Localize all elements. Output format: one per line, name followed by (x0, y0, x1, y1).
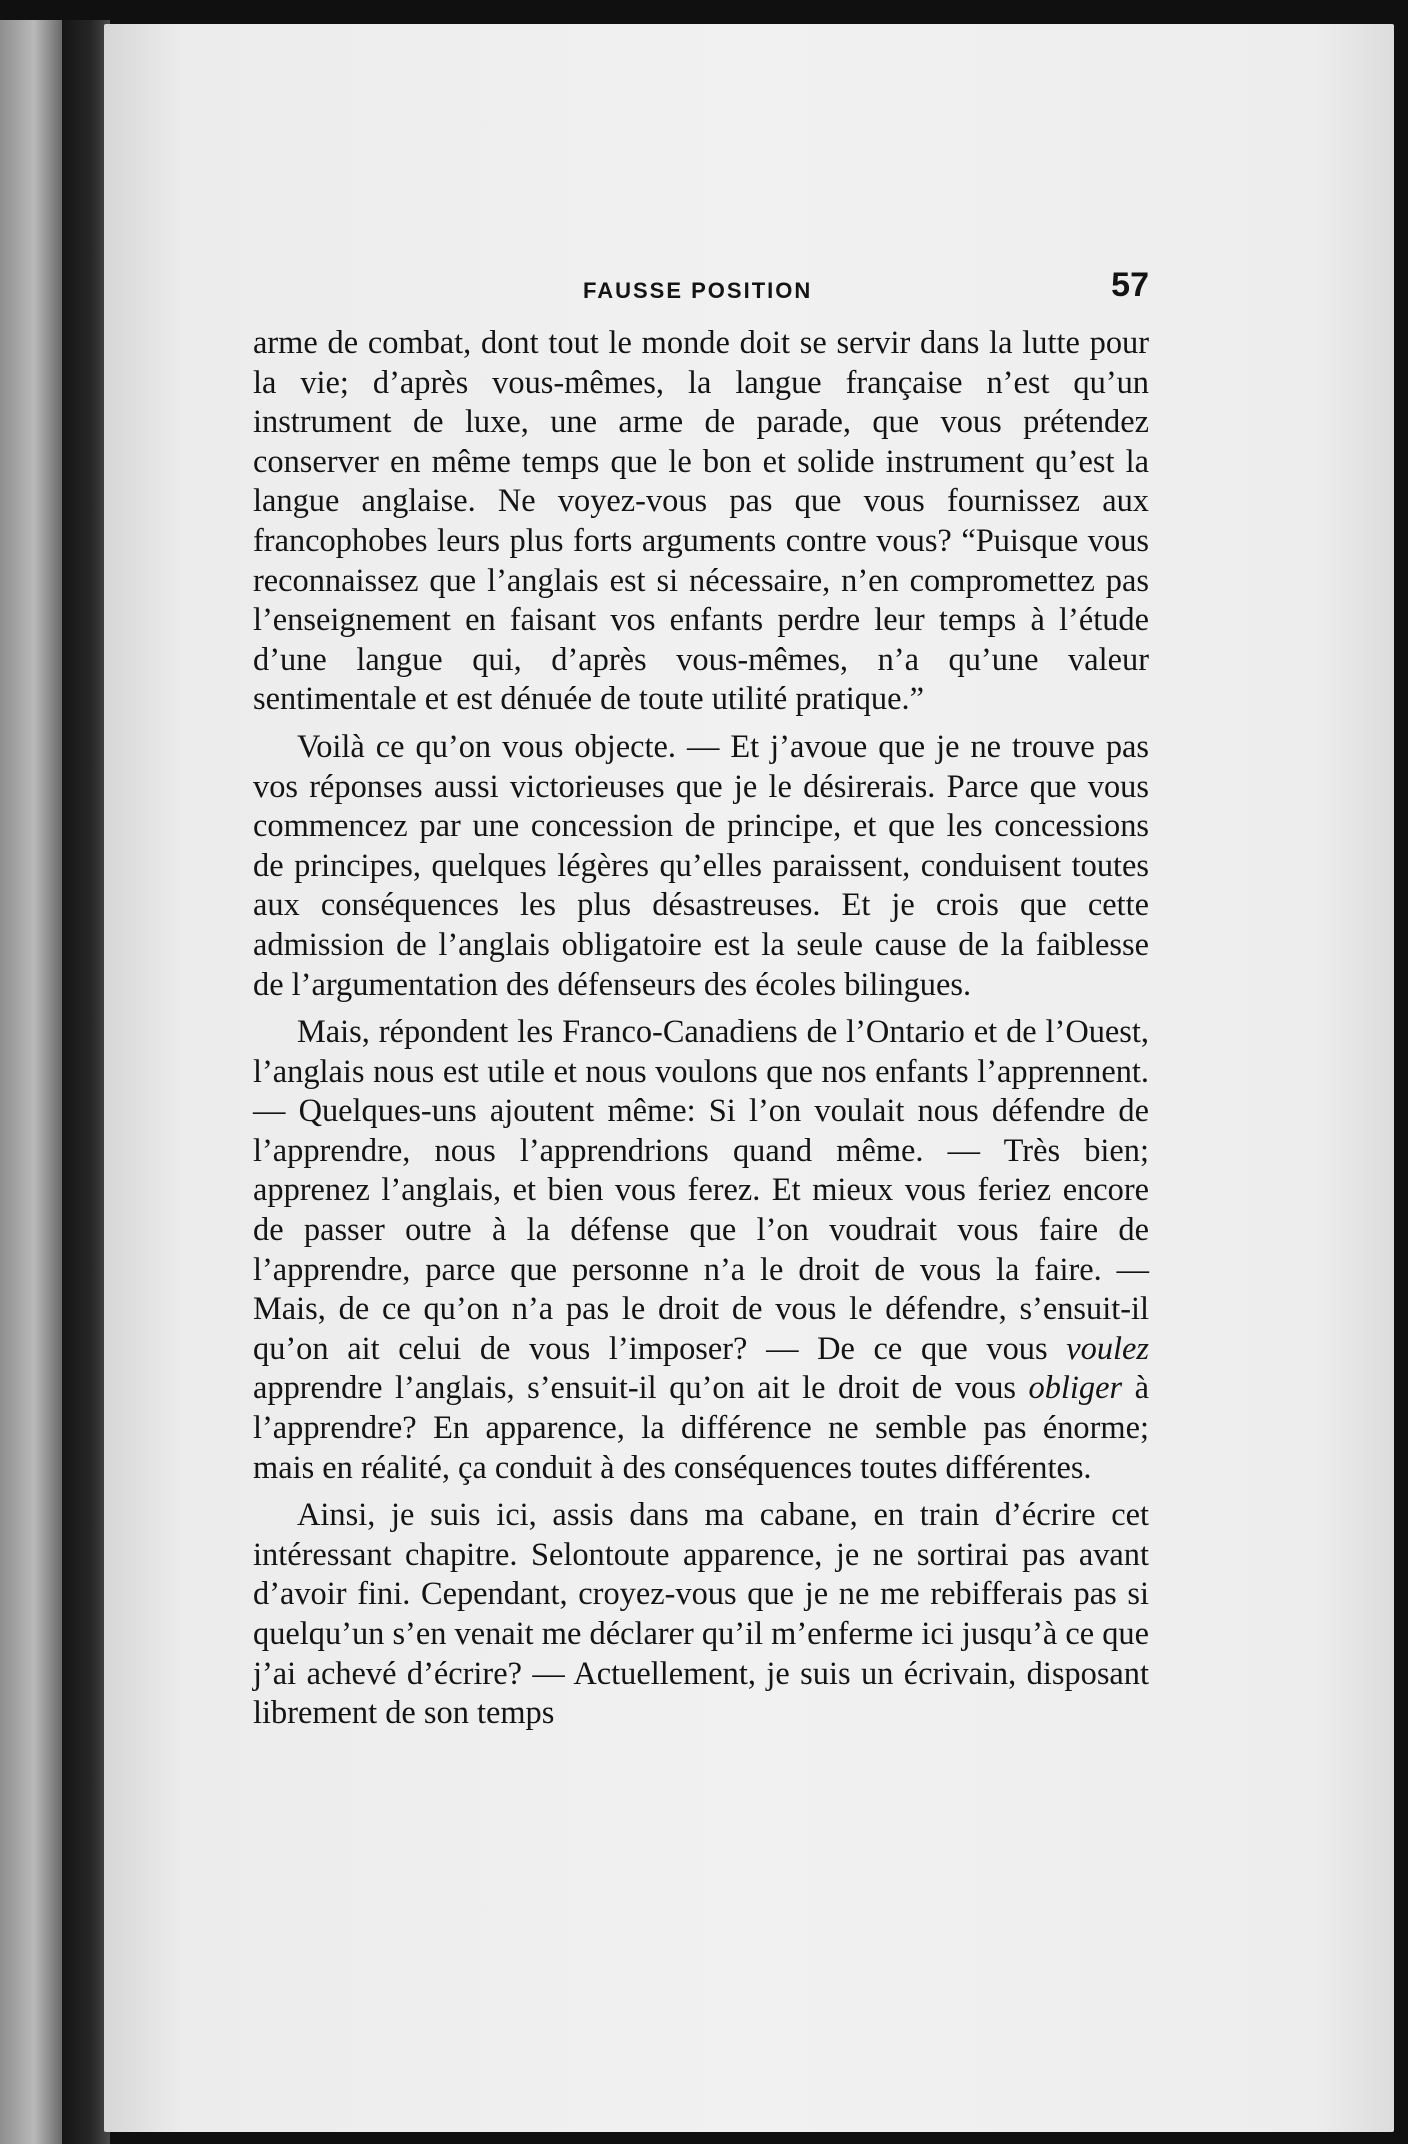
paragraph-text: Ainsi, je suis ici, assis dans ma cabane, en train d’écrire cet intéressant chapitre. Selontoute apparence, je ne sortirai pas avant d’avoir fini. Cependant, croyez-vous que je ne me rebifferais pas si quelqu’un s’en venait me déclarer qu’il m’enferme ici jusqu’à ce que j’ai achevé d’écrire? — Actuellement, je suis un écrivain, disposant librement de son temps (253, 1497, 1149, 1732)
paragraph-text: arme de combat, dont tout le monde doit se servir dans la lutte pour la vie; d’après vous-mêmes, la langue française n’est qu’un instrument de luxe, une arme de parade, que vous prétendez conserver en même temps que le bon et solide instrument qu’est la langue anglaise. Ne voyez-vous pas que vous fournissez aux francophobes leurs plus forts arguments contre vous? “Puisque vous reconnaissez que l’anglais est si nécessaire, n’en compromettez pas l’enseignement en faisant vos enfants perdre leur temps à l’étude d’une langue qui, d’après vous-mêmes, n’a qu’une valeur sentimentale et est dénuée de toute utilité pratique.” (253, 325, 1149, 718)
page-number: 57 (1111, 266, 1149, 304)
italic-text: obliger (1028, 1370, 1123, 1407)
book-gutter-shadow (62, 20, 110, 2144)
paragraph-text: Voilà ce qu’on vous objecte. — Et j’avoue que je ne trouve pas vos réponses aussi victorieuses que je le désirerais. Parce que vous commencez par une concession de principe, et que les concessions de principes, quelques légères qu’elles paraissent, conduisent toutes aux conséquences les plus désastreuses. Et je crois que cette admission de l’anglais obligatoire est la seule cause de la faiblesse de l’argumentation des défenseurs des écoles bilingues. (253, 728, 1149, 1003)
body-text (253, 324, 1149, 1734)
paragraph (253, 324, 1149, 720)
paragraph-text: Mais, répondent les Franco-Canadiens de l’Ontario et de l’Ouest, l’anglais nous est utile et nous voulons que nos enfants l’apprennent. — Quelques-uns ajoutent même: Si l’on voulait nous défendre de l’apprendre, nous l’apprendrions quand même. — Très bien; apprenez l’anglais, et bien vous ferez. Et mieux vous feriez encore de passer outre à la défense que l’on voudrait vous faire de l’apprendre, parce que personne n’a le droit de vous la faire. — Mais, de ce qu’on n’a pas le droit de vous le défendre, s’ensuit-il qu’on ait celui de vous l’imposer? — De ce que vous (253, 1014, 1149, 1367)
paragraph-text: à l’apprendre? En apparence, la différence ne semble pas énorme; mais en réalité, ça conduit à des conséquences toutes différentes. (253, 1370, 1149, 1486)
page-content (253, 266, 1149, 1742)
running-head (253, 266, 1149, 324)
running-head-title: FAUSSE POSITION (583, 278, 813, 303)
paragraph (253, 1013, 1149, 1488)
previous-page-edge (0, 20, 62, 2144)
italic-text: voulez (1066, 1330, 1149, 1367)
paragraph-text: apprendre l’anglais, s’ensuit-il qu’on ait le droit de vous (253, 1370, 1029, 1407)
paragraph (253, 1496, 1149, 1734)
paragraph (253, 728, 1149, 1005)
